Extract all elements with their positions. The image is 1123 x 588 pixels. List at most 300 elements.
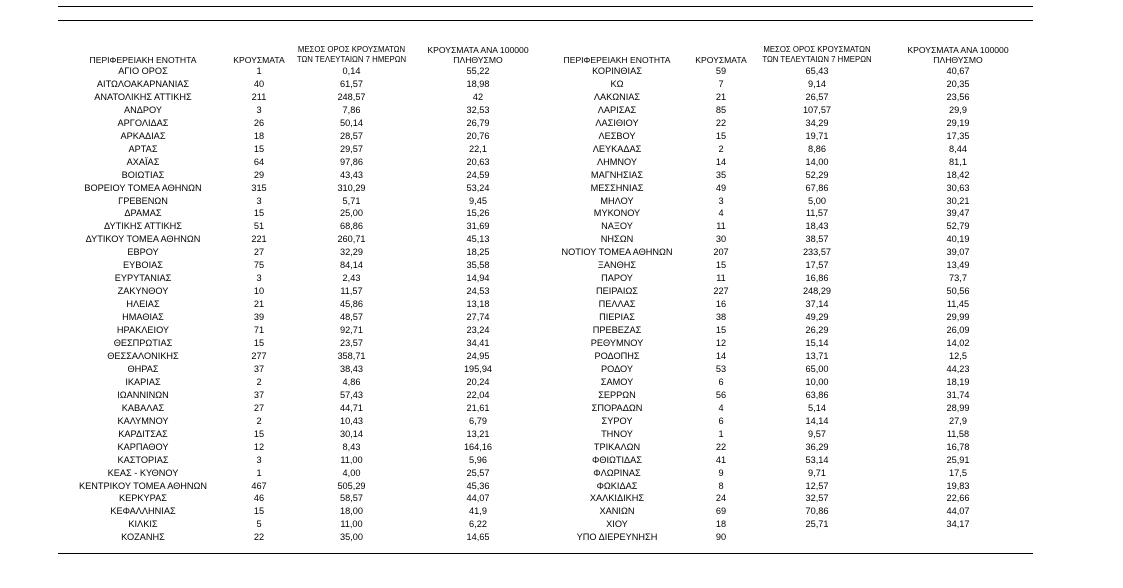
cell-left-avg7: 310,29 <box>337 182 366 193</box>
cell-right-cases: 15 <box>715 325 727 336</box>
cell-right-avg7: 53,14 <box>805 454 829 465</box>
cell-right-cases: 21 <box>715 91 727 102</box>
table-row <box>58 182 1033 195</box>
cell-left-avg7: 32,29 <box>340 247 363 258</box>
cell-right-avg7: 65,43 <box>805 66 829 76</box>
cell-left-per100k: 41,9 <box>469 506 487 517</box>
cell-right-region: ΣΥΡΟΥ <box>601 415 633 426</box>
cell-left-avg7: 28,57 <box>340 130 363 141</box>
cell-right-avg7: 65,00 <box>805 363 829 374</box>
cell-right-per100k: 28,99 <box>946 402 970 413</box>
table-row <box>58 402 1033 415</box>
table-row <box>58 505 1033 518</box>
cell-left-avg7: 248,57 <box>337 91 366 102</box>
cell-left-avg7: 61,57 <box>340 78 363 89</box>
cell-right-cases: 14 <box>715 156 727 167</box>
cell-left-per100k: 31,69 <box>466 221 490 232</box>
cell-right-avg7: 26,29 <box>805 325 829 336</box>
cell-left-region: ΔΥΤΙΚΗΣ ΑΤΤΙΚΗΣ <box>104 221 182 232</box>
cell-right-avg7: 32,57 <box>805 493 829 504</box>
cell-left-per100k: 44,07 <box>466 493 490 504</box>
table-row <box>58 492 1033 505</box>
cell-left-region: ΘΕΣΣΑΛΟΝΙΚΗΣ <box>107 350 179 361</box>
cell-left-per100k: 45,13 <box>466 234 490 245</box>
table-row <box>58 65 1033 78</box>
cell-left-per100k: 24,59 <box>466 169 490 180</box>
cell-right-cases: 49 <box>715 182 727 193</box>
cell-right-avg7: 10,00 <box>805 376 829 387</box>
cell-right-per100k: 44,23 <box>946 363 970 374</box>
cell-left-per100k: 27,74 <box>466 312 490 323</box>
cell-right-avg7: 19,71 <box>805 130 829 141</box>
cell-left-region: ΗΡΑΚΛΕΙΟΥ <box>116 325 170 336</box>
table-row <box>58 324 1033 337</box>
cell-left-avg7: 11,00 <box>340 519 363 530</box>
cell-left-per100k: 45,36 <box>466 480 490 491</box>
cell-right-cases: 207 <box>713 247 729 258</box>
cell-right-cases: 41 <box>715 454 727 465</box>
cell-right-cases: 22 <box>715 117 727 128</box>
cell-left-cases: 18 <box>253 130 265 141</box>
cell-right-cases: 7 <box>718 78 724 89</box>
cell-left-cases: 10 <box>253 286 265 297</box>
cell-left-cases: 27 <box>253 402 265 413</box>
cell-right-avg7: 248,29 <box>802 286 832 297</box>
cell-left-cases: 211 <box>251 91 267 102</box>
cell-right-region: ΥΠΟ ΔΙΕΡΕΥΝΗΣΗ <box>576 532 658 543</box>
cell-left-region: ΚΙΛΚΙΣ <box>128 519 158 530</box>
cell-left-cases: 277 <box>251 350 267 361</box>
cell-left-region: ΔΡΑΜΑΣ <box>124 208 162 219</box>
cell-right-cases: 16 <box>715 299 727 310</box>
cell-right-region: ΡΟΔΟΠΗΣ <box>594 350 640 361</box>
cell-right-region: ΛΕΣΒΟΥ <box>598 130 636 141</box>
cell-left-region: ΕΒΡΟΥ <box>127 247 159 258</box>
cell-left-avg7: 29,57 <box>340 143 363 154</box>
table-row <box>58 311 1033 324</box>
cell-left-avg7: 45,86 <box>340 299 363 310</box>
cell-left-region: ΗΛΕΙΑΣ <box>126 299 160 310</box>
cell-left-per100k: 20,63 <box>466 156 490 167</box>
cell-right-avg7: 18,43 <box>805 221 829 232</box>
cell-left-region: ΒΟΡΕΙΟΥ ΤΟΜΕΑ ΑΘΗΝΩΝ <box>84 182 202 193</box>
table-row <box>58 480 1033 493</box>
cell-left-region: ΚΕΝΤΡΙΚΟΥ ΤΟΜΕΑ ΑΘΗΝΩΝ <box>78 480 208 491</box>
cell-right-region: ΦΘΙΩΤΙΔΑΣ <box>591 454 642 465</box>
cell-left-avg7: 48,57 <box>340 312 363 323</box>
cell-left-region: ΔΥΤΙΚΟΥ ΤΟΜΕΑ ΑΘΗΝΩΝ <box>85 234 201 245</box>
cell-right-cases: 90 <box>715 532 727 543</box>
table-row <box>58 415 1033 428</box>
cell-right-per100k: 12,5 <box>949 350 967 361</box>
cell-right-per100k: 25,91 <box>946 454 970 465</box>
cell-right-avg7: 5,00 <box>808 195 826 206</box>
cell-right-cases: 69 <box>715 506 727 517</box>
cell-left-region: ΚΑΣΤΟΡΙΑΣ <box>117 454 169 465</box>
cell-right-region: ΧΑΛΚΙΔΙΚΗΣ <box>589 493 645 504</box>
table-row <box>58 233 1033 246</box>
cell-left-per100k: 14,65 <box>466 532 490 543</box>
cell-right-region: ΚΩ <box>610 78 624 89</box>
cell-right-cases: 56 <box>715 389 727 400</box>
cell-left-cases: 1 <box>256 467 262 478</box>
cell-left-region: ΚΕΦΑΛΛΗΝΙΑΣ <box>110 506 176 517</box>
cell-left-region: ΑΡΚΑΔΙΑΣ <box>120 130 166 141</box>
cell-left-region: ΘΗΡΑΣ <box>127 363 159 374</box>
table-row <box>58 78 1033 91</box>
cell-left-cases: 12 <box>253 441 265 452</box>
cell-right-region: ΜΑΓΝΗΣΙΑΣ <box>590 169 644 180</box>
cell-right-region: ΝΟΤΙΟΥ ΤΟΜΕΑ ΑΘΗΝΩΝ <box>561 247 673 258</box>
cell-left-per100k: 14,94 <box>466 273 490 284</box>
cell-left-per100k: 164,16 <box>463 441 493 452</box>
cell-right-per100k: 17,35 <box>946 130 970 141</box>
cell-right-avg7: 49,29 <box>805 312 829 323</box>
cell-left-cases: 3 <box>256 273 262 284</box>
header-per100k-right: ΚΡΟΥΣΜΑΤΑ ΑΝΑ 100000 ΠΛΗΘΥΣΜΟ <box>907 45 1009 65</box>
cell-right-avg7: 36,29 <box>805 441 829 452</box>
table-row <box>58 143 1033 156</box>
cell-right-per100k: 18,42 <box>946 169 970 180</box>
cell-left-region: ΑΙΤΩΛΟΑΚΑΡΝΑΝΙΑΣ <box>96 78 190 89</box>
cell-right-cases: 15 <box>715 130 727 141</box>
cell-left-region: ΘΕΣΠΡΩΤΙΑΣ <box>113 338 173 349</box>
table-row <box>58 220 1033 233</box>
cell-left-avg7: 44,71 <box>340 402 363 413</box>
cell-left-cases: 22 <box>253 532 265 543</box>
cell-left-cases: 15 <box>253 428 265 439</box>
header-region-left: ΠΕΡΙΦΕΡΕΙΑΚΗ ΕΝΟΤΗΤΑ <box>89 55 197 65</box>
cell-left-cases: 15 <box>253 208 265 219</box>
cell-right-region: ΡΟΔΟΥ <box>600 363 633 374</box>
cell-right-cases: 12 <box>715 338 727 349</box>
cell-left-cases: 26 <box>253 117 265 128</box>
cell-right-avg7: 12,57 <box>805 480 829 491</box>
cell-left-region: ΕΥΡΥΤΑΝΙΑΣ <box>114 273 172 284</box>
cell-left-per100k: 20,76 <box>466 130 490 141</box>
cell-right-avg7: 37,14 <box>805 299 829 310</box>
cell-left-per100k: 53,24 <box>466 182 490 193</box>
cell-right-cases: 4 <box>718 402 724 413</box>
table-row <box>58 428 1033 441</box>
cell-left-cases: 5 <box>256 519 262 530</box>
cell-left-cases: 15 <box>253 506 265 517</box>
cell-right-per100k: 30,21 <box>946 195 970 206</box>
cell-left-cases: 3 <box>256 195 262 206</box>
cell-left-avg7: 30,14 <box>340 428 363 439</box>
cell-right-cases: 30 <box>715 234 727 245</box>
table-row <box>58 156 1033 169</box>
cell-right-avg7: 14,00 <box>805 156 829 167</box>
cell-left-per100k: 34,41 <box>466 338 490 349</box>
cell-right-region: ΧΙΟΥ <box>606 519 628 530</box>
cell-left-cases: 27 <box>253 247 265 258</box>
cell-right-per100k: 44,07 <box>946 506 970 517</box>
cell-left-region: ΓΡΕΒΕΝΩΝ <box>118 195 168 206</box>
cell-left-per100k: 20,24 <box>466 376 490 387</box>
cell-right-region: ΜΥΚΟΝΟΥ <box>593 208 641 219</box>
cell-right-per100k: 40,19 <box>946 234 970 245</box>
cell-left-cases: 1 <box>256 66 262 76</box>
cell-left-avg7: 57,43 <box>340 389 363 400</box>
cell-right-region: ΠΙΕΡΙΑΣ <box>599 312 635 323</box>
cell-left-per100k: 32,53 <box>466 104 490 115</box>
cell-left-per100k: 13,18 <box>466 299 490 310</box>
cell-right-avg7: 67,86 <box>805 182 829 193</box>
cell-right-region: ΠΕΙΡΑΙΩΣ <box>596 286 638 297</box>
cell-left-per100k: 6,79 <box>469 415 487 426</box>
cell-left-cases: 3 <box>256 454 262 465</box>
cell-left-per100k: 195,94 <box>463 363 493 374</box>
cell-right-per100k: 34,17 <box>946 519 970 530</box>
cell-left-per100k: 18,98 <box>466 78 490 89</box>
cell-right-avg7: 63,86 <box>805 389 829 400</box>
cell-right-cases: 4 <box>718 208 724 219</box>
cell-right-region: ΛΑΣΙΘΙΟΥ <box>595 117 639 128</box>
cell-left-avg7: 5,71 <box>342 195 361 206</box>
cell-left-cases: 315 <box>251 182 267 193</box>
cell-left-cases: 2 <box>256 376 262 387</box>
cell-right-region: ΠΕΛΛΑΣ <box>598 299 636 310</box>
cell-right-region: ΝΗΣΩΝ <box>600 234 634 245</box>
cell-right-region: ΠΡΕΒΕΖΑΣ <box>592 325 642 336</box>
cell-left-region: ΑΡΤΑΣ <box>128 143 158 154</box>
cell-left-avg7: 23,57 <box>340 338 363 349</box>
header-region-right: ΠΕΡΙΦΕΡΕΙΑΚΗ ΕΝΟΤΗΤΑ <box>563 55 671 65</box>
cell-left-cases: 15 <box>253 143 265 154</box>
cell-left-region: ΚΟΖΑΝΗΣ <box>121 532 165 543</box>
cell-left-avg7: 68,86 <box>340 221 363 232</box>
cell-right-per100k: 11,58 <box>946 428 970 439</box>
table-row <box>58 350 1033 363</box>
cell-right-region: ΠΑΡΟΥ <box>601 273 633 284</box>
cell-right-per100k: 26,09 <box>946 325 970 336</box>
cell-right-region: ΛΗΜΝΟΥ <box>596 156 638 167</box>
cell-right-per100k: 50,56 <box>946 286 970 297</box>
cell-right-per100k: 19,83 <box>946 480 970 491</box>
cell-right-per100k: 29,99 <box>946 312 970 323</box>
cell-right-avg7: 233,57 <box>802 247 832 258</box>
cell-left-per100k: 22,1 <box>469 143 487 154</box>
table-row <box>58 91 1033 104</box>
cell-right-region: ΦΩΚΙΔΑΣ <box>596 480 638 491</box>
cell-left-cases: 3 <box>256 104 262 115</box>
cell-right-per100k: 17,5 <box>949 467 967 478</box>
header-per100k-left: ΚΡΟΥΣΜΑΤΑ ΑΝΑ 100000 ΠΛΗΘΥΣΜΟ <box>427 45 529 65</box>
cell-left-region: ΚΑΛΥΜΝΟΥ <box>117 415 169 426</box>
cell-right-cases: 3 <box>718 195 724 206</box>
cell-right-cases: 6 <box>718 376 724 387</box>
cell-right-cases: 35 <box>715 169 727 180</box>
cell-right-avg7: 9,57 <box>808 428 826 439</box>
table-row <box>58 376 1033 389</box>
cell-left-avg7: 18,00 <box>340 506 363 517</box>
cell-right-cases: 15 <box>715 260 727 271</box>
cell-right-avg7: 34,29 <box>805 117 829 128</box>
cell-left-avg7: 25,00 <box>340 208 363 219</box>
cell-right-region: ΚΟΡΙΝΘΙΑΣ <box>592 66 642 76</box>
cell-left-cases: 39 <box>253 312 265 323</box>
cell-left-per100k: 25,57 <box>466 467 490 478</box>
cell-right-avg7 <box>751 531 883 544</box>
cell-left-cases: 221 <box>251 234 267 245</box>
cell-right-avg7: 13,71 <box>805 350 829 361</box>
cell-left-per100k: 55,22 <box>466 66 490 76</box>
header-avg-right: ΜΕΣΟΣ ΟΡΟΣ ΚΡΟΥΣΜΑΤΩΝ ΤΩΝ ΤΕΛΕΥΤΑΙΩΝ 7 ΗΜΕΡΩΝ <box>762 45 872 64</box>
cell-left-avg7: 10,43 <box>340 415 363 426</box>
cell-right-per100k: 8,44 <box>949 143 967 154</box>
table-row <box>58 441 1033 454</box>
header-rule <box>58 20 1033 21</box>
cell-right-region: ΛΑΡΙΣΑΣ <box>597 104 637 115</box>
table-row <box>58 518 1033 531</box>
cell-right-per100k: 20,35 <box>946 78 970 89</box>
cell-right-cases: 227 <box>713 286 729 297</box>
cell-left-region: ΕΥΒΟΙΑΣ <box>123 260 163 271</box>
table-row <box>58 169 1033 182</box>
cell-left-cases: 37 <box>253 389 265 400</box>
cell-right-per100k: 39,07 <box>946 247 970 258</box>
cell-left-per100k: 18,25 <box>466 247 490 258</box>
cell-right-region: ΦΛΩΡΙΝΑΣ <box>593 467 641 478</box>
cases-table <box>58 40 1033 544</box>
cell-right-per100k <box>883 531 1033 544</box>
cell-left-region: ΑΓΙΟ ΟΡΟΣ <box>118 66 168 76</box>
header-cases-right: ΚΡΟΥΣΜΑΤΑ <box>695 55 747 65</box>
cell-left-per100k: 35,58 <box>466 260 490 271</box>
cell-left-avg7: 43,43 <box>340 169 363 180</box>
cell-right-avg7: 11,57 <box>805 208 829 219</box>
table-header-row <box>58 40 1033 65</box>
cell-right-region: ΝΑΞΟΥ <box>601 221 633 232</box>
cell-left-cases: 2 <box>256 415 262 426</box>
cell-right-per100k: 22,66 <box>946 493 970 504</box>
header-cases-left: ΚΡΟΥΣΜΑΤΑ <box>233 55 285 65</box>
table-row <box>58 285 1033 298</box>
table-row <box>58 337 1033 350</box>
cell-right-region: ΜΕΣΣΗΝΙΑΣ <box>590 182 644 193</box>
cell-left-region: ΑΝΑΤΟΛΙΚΗΣ ΑΤΤΙΚΗΣ <box>94 91 192 102</box>
cell-right-per100k: 23,56 <box>946 91 970 102</box>
cell-left-per100k: 42 <box>472 91 484 102</box>
cell-right-avg7: 5,14 <box>808 402 826 413</box>
cell-right-avg7: 38,57 <box>805 234 829 245</box>
cell-right-per100k: 14,02 <box>946 338 970 349</box>
cell-left-per100k: 5,96 <box>469 454 487 465</box>
cell-right-per100k: 27,9 <box>949 415 967 426</box>
cell-right-per100k: 29,19 <box>946 117 970 128</box>
cell-left-region: ΚΑΡΔΙΤΣΑΣ <box>118 428 168 439</box>
cell-right-region: ΣΑΜΟΥ <box>600 376 634 387</box>
cell-left-per100k: 6,22 <box>469 519 487 530</box>
cell-right-cases: 1 <box>718 428 724 439</box>
cell-right-cases: 85 <box>715 104 727 115</box>
cell-right-per100k: 16,78 <box>946 441 970 452</box>
cell-right-cases: 11 <box>716 221 726 232</box>
cell-left-avg7: 0,14 <box>342 66 361 76</box>
cell-left-cases: 21 <box>253 299 265 310</box>
table-row <box>58 207 1033 220</box>
cell-left-avg7: 58,57 <box>340 493 363 504</box>
cell-left-avg7: 50,14 <box>340 117 363 128</box>
cell-left-per100k: 26,79 <box>466 117 490 128</box>
cell-right-region: ΞΑΝΘΗΣ <box>597 260 637 271</box>
cell-right-avg7: 52,29 <box>805 169 829 180</box>
cell-left-region: ΚΕΑΣ - ΚΥΘΝΟΥ <box>107 467 179 478</box>
cell-right-cases: 6 <box>718 415 724 426</box>
table-row <box>58 104 1033 117</box>
cell-right-cases: 8 <box>718 480 724 491</box>
cell-left-per100k: 24,95 <box>466 350 490 361</box>
table-row <box>58 195 1033 208</box>
table-row <box>58 130 1033 143</box>
table-row <box>58 246 1033 259</box>
cell-left-region: ΑΧΑΪΑΣ <box>126 156 160 167</box>
cell-right-avg7: 15,14 <box>805 338 829 349</box>
cell-left-avg7: 8,43 <box>342 441 361 452</box>
cell-right-region: ΛΕΥΚΑΔΑΣ <box>592 143 642 154</box>
cell-right-cases: 24 <box>715 493 727 504</box>
cell-left-avg7: 4,86 <box>342 376 361 387</box>
cell-right-per100k: 29,9 <box>949 104 967 115</box>
table-body <box>58 65 1033 544</box>
cell-right-cases: 22 <box>715 441 727 452</box>
cell-left-cases: 15 <box>253 338 265 349</box>
cell-left-per100k: 22,04 <box>466 389 490 400</box>
table-row <box>58 454 1033 467</box>
cell-left-region: ΚΑΒΑΛΑΣ <box>121 402 165 413</box>
cell-left-cases: 64 <box>253 156 265 167</box>
cell-left-avg7: 38,43 <box>340 363 363 374</box>
table-row <box>58 531 1033 544</box>
cell-left-avg7: 2,43 <box>342 273 361 284</box>
cell-left-avg7: 4,00 <box>342 467 361 478</box>
cell-right-per100k: 13,49 <box>946 260 970 271</box>
cell-left-region: ΑΡΓΟΛΙΔΑΣ <box>117 117 169 128</box>
bottom-rule <box>58 553 1033 554</box>
cell-right-cases: 38 <box>715 312 727 323</box>
cell-left-avg7: 358,71 <box>337 350 366 361</box>
cell-right-avg7: 14,14 <box>805 415 829 426</box>
cell-right-avg7: 16,86 <box>805 273 829 284</box>
cell-right-per100k: 40,67 <box>946 66 970 76</box>
cell-left-avg7: 35,00 <box>340 532 363 543</box>
cell-left-cases: 29 <box>253 169 265 180</box>
cell-left-cases: 71 <box>253 325 265 336</box>
cell-left-per100k: 15,26 <box>466 208 490 219</box>
cell-right-per100k: 52,79 <box>946 221 970 232</box>
cell-right-per100k: 73,7 <box>949 273 967 284</box>
cell-right-avg7: 9,71 <box>808 467 826 478</box>
cell-left-avg7: 84,14 <box>340 260 363 271</box>
cell-right-per100k: 30,63 <box>946 182 970 193</box>
top-rule <box>58 6 1033 7</box>
cell-left-region: ΙΩΑΝΝΙΝΩΝ <box>117 389 169 400</box>
cell-left-avg7: 505,29 <box>337 480 366 491</box>
cell-right-cases: 18 <box>715 519 727 530</box>
cell-right-avg7: 17,57 <box>805 260 829 271</box>
cell-left-region: ΚΑΡΠΑΘΟΥ <box>117 441 169 452</box>
cell-left-cases: 467 <box>251 480 267 491</box>
cell-left-region: ΒΟΙΩΤΙΑΣ <box>121 169 165 180</box>
cell-right-region: ΤΗΝΟΥ <box>601 428 633 439</box>
cell-right-avg7: 26,57 <box>805 91 829 102</box>
cell-left-region: ΖΑΚΥΝΘΟΥ <box>117 286 169 297</box>
cell-right-region: ΣΠΟΡΑΔΩΝ <box>591 402 643 413</box>
table-row <box>58 389 1033 402</box>
cell-left-avg7: 92,71 <box>340 325 363 336</box>
cell-left-avg7: 260,71 <box>337 234 366 245</box>
